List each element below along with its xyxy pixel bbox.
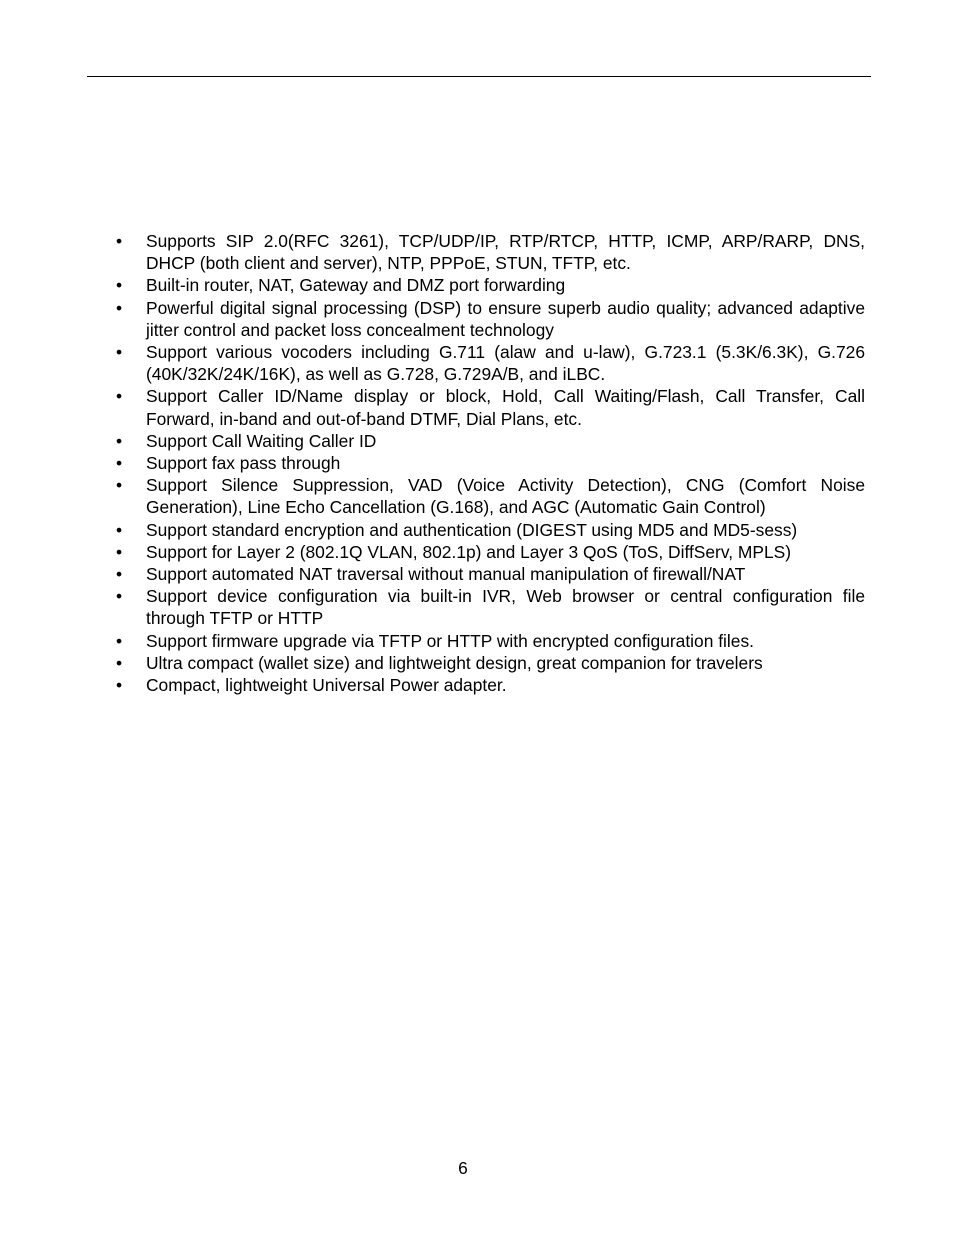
header-rule <box>87 76 871 77</box>
feature-text: Ultra compact (wallet size) and lightweight design, great companion for travelers <box>146 652 763 673</box>
feature-text: Support Caller ID/Name display or block, Hold, Call Waiting/Flash, Call Transfer, Call Forward, in-band and out-of-band DTMF, Dial Plans, etc. <box>146 386 865 429</box>
feature-item <box>112 474 865 518</box>
feature-item <box>112 585 865 629</box>
feature-text: Support fax pass through <box>146 453 341 474</box>
feature-text: Support for Layer 2 (802.1Q VLAN, 802.1p) and Layer 3 QoS (ToS, DiffServ, MPLS) <box>146 541 792 562</box>
bullet-icon: • <box>116 519 123 540</box>
feature-item <box>112 230 865 274</box>
bullet-icon: • <box>116 652 123 673</box>
bullet-icon: • <box>116 586 123 607</box>
bullet-icon: • <box>116 297 123 318</box>
feature-list <box>112 230 865 696</box>
feature-item <box>112 630 865 652</box>
bullet-icon: • <box>116 430 123 451</box>
feature-item <box>112 674 865 696</box>
bullet-icon: • <box>116 342 123 363</box>
feature-text: Support Call Waiting Caller ID <box>146 430 377 451</box>
feature-text: Powerful digital signal processing (DSP) to ensure superb audio quality; advanced adaptive jitter control and packet loss concealment technology <box>146 297 865 340</box>
feature-item <box>112 519 865 541</box>
feature-item <box>112 297 865 341</box>
feature-item <box>112 541 865 563</box>
feature-item <box>112 452 865 474</box>
page-number: 6 <box>458 1158 468 1178</box>
feature-item <box>112 430 865 452</box>
feature-item <box>112 563 865 585</box>
feature-text: Support Silence Suppression, VAD (Voice Activity Detection), CNG (Comfort Noise Generation), Line Echo Cancellation (G.168), and AGC (Automatic Gain Control) <box>146 475 865 518</box>
bullet-icon: • <box>116 675 123 696</box>
feature-text: Support various vocoders including G.711 (alaw and u-law), G.723.1 (5.3K/6.3K), G.726 (40K/32K/24K/16K), as well as G.728, G.729A/B, and iLBC. <box>146 342 865 385</box>
bullet-icon: • <box>116 475 123 496</box>
feature-text: Support firmware upgrade via TFTP or HTTP with encrypted configuration files. <box>146 630 754 651</box>
bullet-icon: • <box>116 231 123 251</box>
feature-item <box>112 274 865 296</box>
bullet-icon: • <box>116 275 123 296</box>
feature-text: Support automated NAT traversal without manual manipulation of firewall/NAT <box>146 564 746 585</box>
feature-item <box>112 341 865 385</box>
bullet-icon: • <box>116 541 123 562</box>
feature-text: Compact, lightweight Universal Power adapter. <box>146 675 507 696</box>
feature-item <box>112 652 865 674</box>
bullet-icon: • <box>116 630 123 651</box>
feature-text: Support device configuration via built-in IVR, Web browser or central configuration file through TFTP or HTTP <box>146 586 865 629</box>
feature-item <box>112 385 865 429</box>
feature-text: Built-in router, NAT, Gateway and DMZ port forwarding <box>146 275 566 296</box>
bullet-icon: • <box>116 386 123 407</box>
bullet-icon: • <box>116 453 123 474</box>
bullet-icon: • <box>116 564 123 585</box>
feature-text: Supports SIP 2.0(RFC 3261), TCP/UDP/IP, RTP/RTCP, HTTP, ICMP, ARP/RARP, DNS, DHCP (both client and server), NTP, PPPoE, STUN, TFTP, etc. <box>146 231 865 274</box>
feature-text: Support standard encryption and authentication (DIGEST using MD5 and MD5-sess) <box>146 519 798 540</box>
